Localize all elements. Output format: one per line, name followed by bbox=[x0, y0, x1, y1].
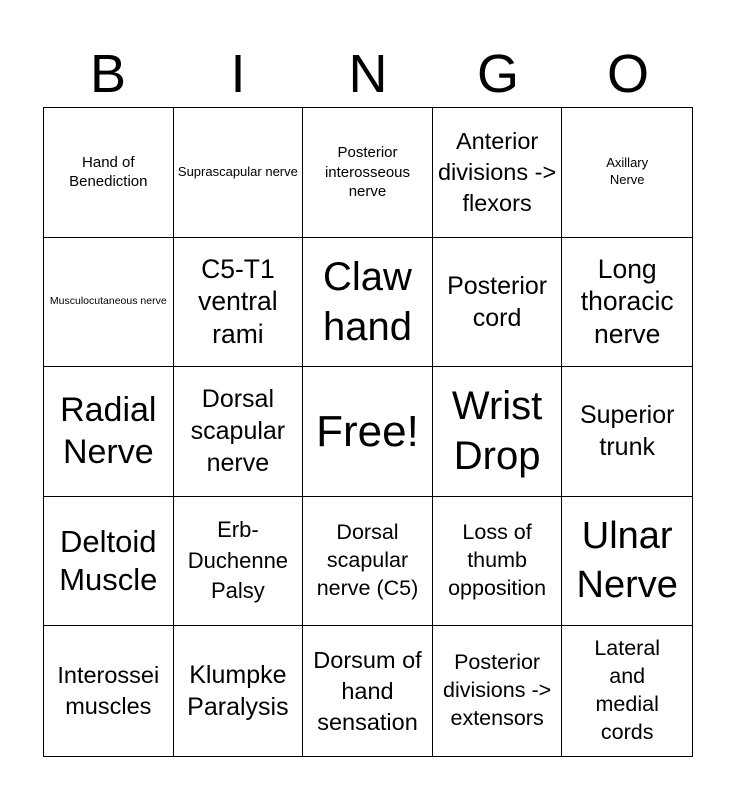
cell-text: Hand of Benediction bbox=[69, 153, 148, 191]
header-letter-o: O bbox=[606, 44, 649, 104]
bingo-cell[interactable] bbox=[562, 497, 692, 627]
bingo-cell[interactable] bbox=[433, 238, 563, 368]
bingo-cell[interactable] bbox=[303, 238, 433, 368]
cell-text: Dorsal scapular nerve bbox=[190, 385, 286, 478]
cell-text: Deltoid Muscle bbox=[59, 524, 158, 598]
free-space: Free! bbox=[316, 406, 419, 456]
cell-text: Wrist Drop bbox=[451, 384, 543, 479]
bingo-board bbox=[43, 107, 693, 757]
cell-text: Axillary Nerve bbox=[606, 155, 649, 188]
bingo-cell[interactable] bbox=[433, 367, 563, 497]
cell-text: Erb-Duchenne Palsy bbox=[187, 516, 289, 604]
bingo-header bbox=[43, 40, 693, 108]
bingo-cell[interactable] bbox=[562, 367, 692, 497]
cell-text: Radial Nerve bbox=[60, 390, 157, 472]
bingo-cell[interactable] bbox=[174, 108, 304, 238]
bingo-cell[interactable] bbox=[44, 626, 174, 756]
bingo-cell[interactable] bbox=[433, 108, 563, 238]
cell-text: Dorsal scapular nerve (C5) bbox=[316, 520, 419, 601]
header-letter-b: B bbox=[89, 44, 127, 104]
bingo-cell[interactable] bbox=[174, 497, 304, 627]
bingo-cell bbox=[303, 367, 433, 497]
cell-text: Long thoracic nerve bbox=[580, 253, 674, 350]
cell-text: Musculocutaneous nerve bbox=[49, 295, 167, 308]
bingo-cell[interactable] bbox=[562, 108, 692, 238]
bingo-cell[interactable] bbox=[303, 108, 433, 238]
bingo-cell[interactable] bbox=[433, 497, 563, 627]
cell-text: Posterior cord bbox=[447, 271, 548, 332]
cell-text: C5-T1 ventral rami bbox=[198, 253, 278, 350]
cell-text: Interossei muscles bbox=[57, 662, 160, 720]
cell-text: Suprascapular nerve bbox=[177, 163, 298, 179]
bingo-cell[interactable] bbox=[562, 626, 692, 756]
bingo-cell[interactable] bbox=[44, 497, 174, 627]
cell-text: Superior trunk bbox=[579, 401, 675, 462]
cell-text: Posterior interosseous nerve bbox=[324, 144, 411, 201]
bingo-cell[interactable] bbox=[174, 626, 304, 756]
header-letter-i: I bbox=[230, 44, 246, 104]
bingo-cell[interactable] bbox=[44, 238, 174, 368]
bingo-cell[interactable] bbox=[44, 367, 174, 497]
cell-text: Claw hand bbox=[323, 254, 412, 349]
bingo-cell[interactable] bbox=[44, 108, 174, 238]
cell-text: Posterior divisions -> extensors bbox=[443, 650, 552, 731]
bingo-cell[interactable] bbox=[174, 367, 304, 497]
header-letter-g: G bbox=[476, 44, 519, 104]
bingo-cell[interactable] bbox=[303, 497, 433, 627]
cell-text: Klumpke Paralysis bbox=[187, 661, 289, 722]
cell-text: Dorsum of hand sensation bbox=[313, 646, 422, 735]
header-letter-n: N bbox=[348, 44, 388, 104]
bingo-cell[interactable] bbox=[174, 238, 304, 368]
cell-text: Lateral and medial cords bbox=[594, 636, 661, 745]
bingo-cell[interactable] bbox=[562, 238, 692, 368]
cell-text: Anterior divisions -> flexors bbox=[437, 127, 557, 216]
cell-text: Ulnar Nerve bbox=[576, 514, 678, 607]
cell-text: Loss of thumb opposition bbox=[448, 520, 547, 601]
bingo-cell[interactable] bbox=[433, 626, 563, 756]
bingo-cell[interactable] bbox=[303, 626, 433, 756]
